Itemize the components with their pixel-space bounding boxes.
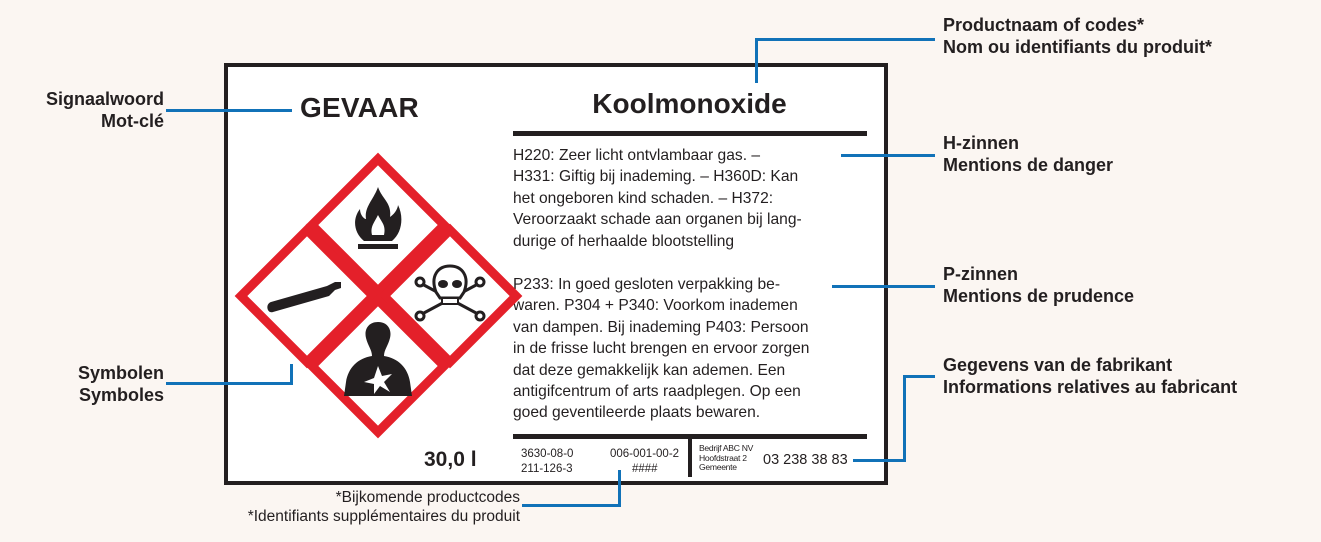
precaution-line: waren. P304 + P340: Voorkom inademen bbox=[513, 297, 798, 315]
callout-symbols-nl: Symbolen bbox=[77, 363, 164, 383]
connector-manufacturer-v bbox=[903, 375, 906, 462]
product-name-rule bbox=[513, 131, 867, 136]
callout-h-phrases-fr: Mentions de danger bbox=[943, 155, 1114, 175]
callout-product-name bbox=[943, 14, 1212, 58]
hazard-line: het ongeboren kind schaden. – H372: bbox=[513, 189, 774, 207]
connector-manufacturer-h1 bbox=[853, 459, 906, 462]
precaution-line: antigifcentrum of arts raadplegen. Op een bbox=[513, 383, 801, 401]
code-index: 006-001-00-2 bbox=[610, 448, 680, 460]
callout-manufacturer bbox=[943, 354, 1237, 398]
callout-signal-word bbox=[46, 88, 164, 132]
signal-word: GEVAAR bbox=[300, 92, 419, 123]
manufacturer-address bbox=[699, 444, 753, 473]
hazard-line: durige of herhaalde blootstelling bbox=[513, 232, 735, 250]
manufacturer-phone: 03 238 38 83 bbox=[763, 452, 848, 468]
connector-h-phrases bbox=[841, 154, 935, 157]
precaution-line: van dampen. Bij inademing P403: Persoon bbox=[513, 318, 809, 336]
precaution-line: dat deze gemakkelijk kan ademen. Een bbox=[513, 361, 786, 379]
hazard-line: Veroorzaakt schade aan organen bij lang- bbox=[513, 211, 802, 229]
connector-signal-word bbox=[166, 109, 292, 112]
connector-product-name-h bbox=[755, 38, 935, 41]
code-ec: 211-126-3 bbox=[521, 463, 573, 475]
callout-signal-word-nl: Signaalwoord bbox=[45, 89, 164, 109]
callout-manufacturer-nl: Gegevens van de fabrikant bbox=[943, 355, 1173, 375]
callout-symbols-fr: Symboles bbox=[78, 385, 164, 405]
callout-extra-codes-fr: *Identifiants supplémentaires du produit bbox=[247, 508, 520, 525]
callout-product-name-nl: Productnaam of codes* bbox=[943, 15, 1145, 35]
connector-symbols-v bbox=[290, 364, 293, 385]
connector-symbols-h bbox=[166, 382, 293, 385]
callout-h-phrases bbox=[943, 132, 1113, 176]
connector-manufacturer-h2 bbox=[903, 375, 935, 378]
callout-symbols bbox=[78, 362, 164, 406]
callout-signal-word-fr: Mot-clé bbox=[101, 111, 164, 131]
bottom-strip-divider bbox=[688, 439, 692, 477]
callout-p-phrases bbox=[943, 263, 1134, 307]
pictogram-health-hazard-icon bbox=[308, 296, 448, 436]
connector-product-name-v bbox=[755, 38, 758, 83]
manufacturer-line: Hoofdstraat 2 bbox=[699, 452, 747, 463]
callout-extra-codes-nl: *Bijkomende productcodes bbox=[335, 489, 520, 506]
code-cas: 3630-08-0 bbox=[521, 448, 574, 460]
manufacturer-line: Bedrijf ABC NV bbox=[699, 443, 754, 453]
quantity: 30,0 l bbox=[424, 448, 477, 471]
callout-p-phrases-nl: P-zinnen bbox=[943, 264, 1018, 284]
callout-product-name-fr: Nom ou identifiants du produit* bbox=[943, 37, 1212, 57]
hazard-line: H331: Giftig bij inademing. – H360D: Kan bbox=[513, 168, 799, 186]
connector-p-phrases bbox=[832, 285, 935, 288]
callout-extra-codes bbox=[248, 488, 520, 526]
connector-extra-codes-h bbox=[522, 504, 621, 507]
connector-extra-codes-v bbox=[618, 470, 621, 507]
precaution-line: in de frisse lucht brengen en ervoor zorgen bbox=[513, 340, 810, 358]
callout-p-phrases-fr: Mentions de prudence bbox=[943, 286, 1135, 306]
callout-manufacturer-fr: Informations relatives au fabricant bbox=[943, 377, 1238, 397]
hazard-statements bbox=[513, 145, 873, 252]
precaution-line: P233: In goed gesloten verpakking be- bbox=[513, 276, 781, 293]
precautionary-statements bbox=[513, 274, 873, 424]
precaution-line: goed geventileerde plaats bewaren. bbox=[513, 404, 761, 422]
product-name: Koolmonoxide bbox=[592, 88, 787, 119]
code-extra: #### bbox=[632, 463, 658, 475]
hazard-line: H220: Zeer licht ontvlambaar gas. – bbox=[513, 147, 761, 164]
callout-h-phrases-nl: H-zinnen bbox=[943, 133, 1019, 153]
manufacturer-line: Gemeente bbox=[699, 462, 737, 473]
